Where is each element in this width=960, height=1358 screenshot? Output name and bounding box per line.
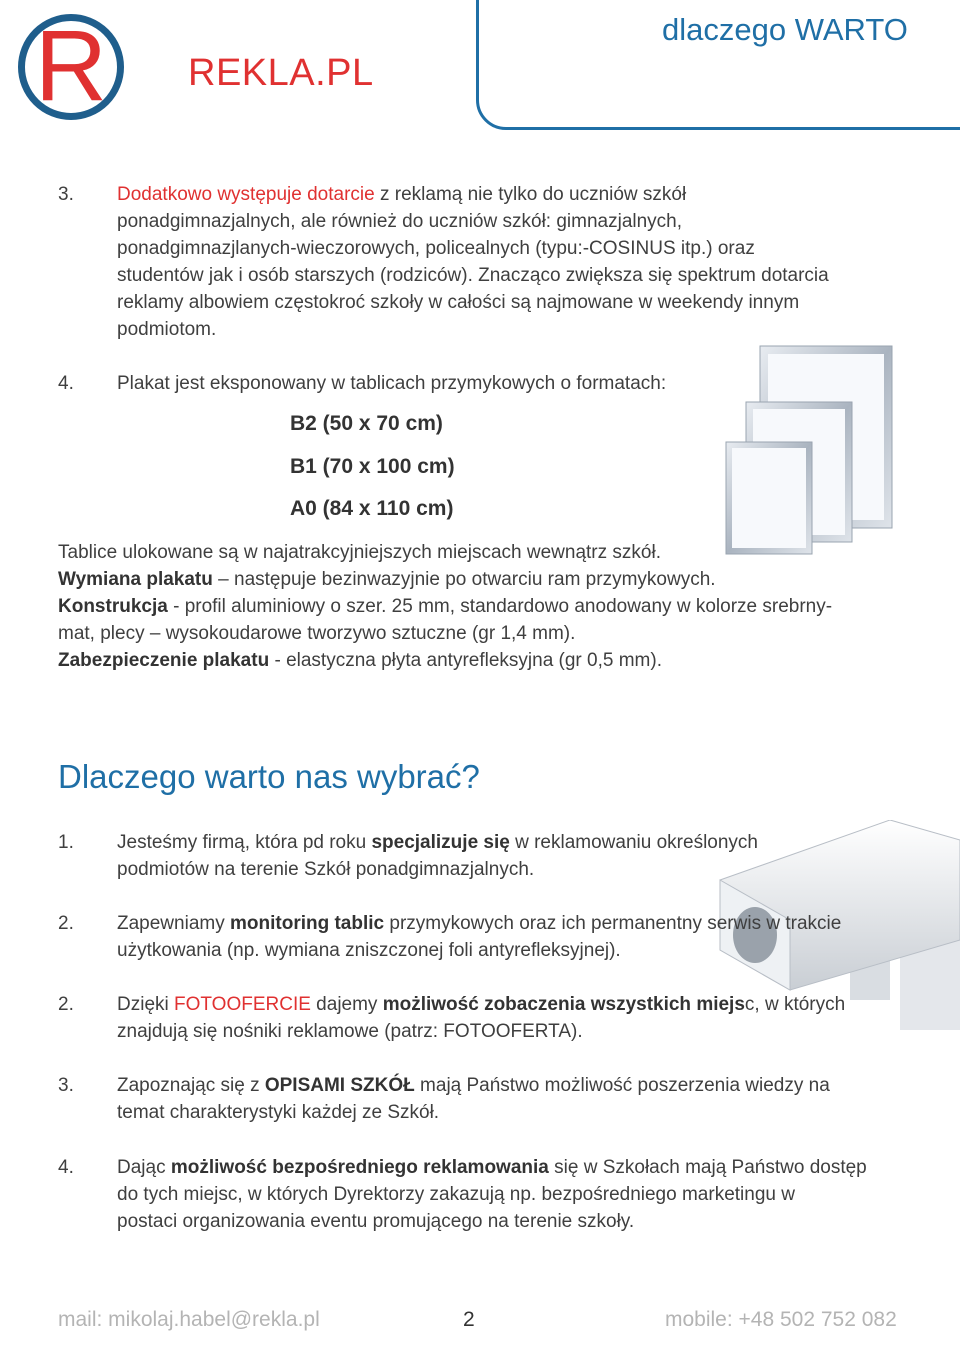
item-3-line-4: studentów jak i osób starszych (rodziców). Znacząco zwiększa się spektrum dotarcia — [117, 265, 829, 286]
reason-3-text-a: Dzięki — [117, 994, 175, 1015]
reason-5-bold: możliwość bezpośredniego reklamowania — [170, 1157, 549, 1178]
reason-1-text-c: w reklamowaniu określonych — [509, 832, 758, 853]
reason-1-line-2: podmiotów na terenie Szkół ponadgimnazjalnych. — [117, 859, 535, 880]
reason-4-text-c: mają Państwo możliwość poszerzenia wiedzy na — [414, 1075, 830, 1096]
reason-1-number: 1. — [58, 832, 74, 853]
details-line-2 — [58, 566, 716, 593]
page-number: 2 — [463, 1308, 475, 1331]
item-3-line-5: reklamy albowiem częstokroć szkoły w całości są najmowane w weekendy innym — [117, 292, 800, 313]
footer-mobile: mobile: +48 502 752 082 — [665, 1308, 897, 1331]
reason-3-text-c: c, w których — [744, 994, 846, 1015]
size-b2: B2 (50 x 70 cm) — [290, 412, 443, 435]
brand-name: REKLA.PL — [188, 52, 374, 94]
details-line-5 — [58, 647, 662, 674]
size-b1: B1 (70 x 100 cm) — [290, 455, 455, 478]
reason-4-number: 3. — [58, 1075, 74, 1096]
reason-4-line-2: temat charakterystyki każdej ze Szkół. — [117, 1102, 440, 1123]
logo-letter: R — [34, 10, 108, 122]
reason-4-text-a: Zapoznając się z — [117, 1075, 265, 1096]
reason-2-line-1 — [117, 910, 897, 937]
footer-mail: mail: mikolaj.habel@rekla.pl — [58, 1308, 320, 1331]
reason-5-line-3: postaci organizowania eventu promującego na terenie szkoły. — [117, 1211, 635, 1232]
item-3-line-1 — [117, 181, 897, 208]
details-replacement-text: – następuje bezinwazyjnie po otwarciu ram przymykowych. — [212, 569, 716, 590]
reason-3-text-a2: dajemy — [310, 994, 383, 1015]
details-protection-label: Zabezpieczenie plakatu — [58, 650, 270, 671]
reason-3-line-1 — [117, 991, 897, 1018]
reason-4-line-1 — [117, 1072, 897, 1099]
item-3-line-2: ponadgimnazjalnych, ale również do uczniów szkół: gimnazjalnych, — [117, 211, 683, 232]
reason-4-bold: OPISAMI SZKÓŁ — [264, 1075, 415, 1096]
details-construction-label: Konstrukcja — [58, 596, 168, 617]
reason-3-line-2: znajdują się nośniki reklamowe (patrz: FOTOOFERTA). — [117, 1021, 583, 1042]
item-3-number: 3. — [58, 184, 74, 205]
reason-1-bold: specjalizuje się — [371, 832, 510, 853]
reason-1-text-a: Jesteśmy firmą, która pd roku — [117, 832, 372, 853]
details-construction-text: - profil aluminiowy o szer. 25 mm, standardowo anodowany w kolorze srebrny- — [167, 596, 833, 617]
poster-frames-image — [720, 340, 900, 560]
details-line-3 — [58, 593, 832, 620]
details-protection-text: - elastyczna płyta antyrefleksyjna (gr 0,5 mm). — [269, 650, 662, 671]
item-4-text: Plakat jest eksponowany w tablicach przymykowych o formatach: — [117, 373, 667, 394]
reason-1-line-1 — [117, 829, 897, 856]
reason-5-number: 4. — [58, 1157, 74, 1178]
reason-2-text-a: Zapewniamy — [117, 913, 230, 934]
item-3-line-3: ponadgimnazjlanych-wieczorowych, policealnych (typu:-COSINUS itp.) oraz — [117, 238, 755, 259]
logo — [18, 10, 124, 122]
page-title: dlaczego WARTO — [662, 12, 908, 47]
reason-2-bold: monitoring tablic — [230, 913, 385, 934]
reason-5-line-1 — [117, 1154, 897, 1181]
reason-3-bold: możliwość zobaczenia wszystkich miejs — [382, 994, 745, 1015]
details-line-4: mat, plecy – wysokoudarowe tworzywo sztuczne (gr 1,4 mm). — [58, 623, 576, 644]
item-3-lead: Dodatkowo występuje dotarcie — [117, 184, 375, 205]
reason-5-line-2: do tych miejsc, w których Dyrektorzy zakazują np. bezpośredniego marketingu w — [117, 1184, 795, 1205]
reason-2-number: 2. — [58, 913, 74, 934]
item-3-line-1-rest: z reklamą nie tylko do uczniów szkół — [374, 184, 687, 205]
item-3-line-6: podmiotom. — [117, 319, 217, 340]
reason-3-number: 2. — [58, 994, 74, 1015]
item-4-number: 4. — [58, 373, 74, 394]
details-replacement-label: Wymiana plakatu — [58, 569, 213, 590]
reason-2-line-2: użytkowania (np. wymiana zniszczonej foli antyrefleksyjnej). — [117, 940, 621, 961]
size-a0: A0 (84 x 110 cm) — [290, 497, 454, 520]
reason-2-text-c: przymykowych oraz ich permanentny serwis w trakcie — [384, 913, 842, 934]
reason-5-text-c: się w Szkołach mają Państwo dostęp — [548, 1157, 867, 1178]
reason-3-red: FOTOOFERCIE — [174, 994, 311, 1015]
details-line-1: Tablice ulokowane są w najatrakcyjniejszych miejscach wewnątrz szkół. — [58, 542, 661, 563]
reason-5-text-a: Dając — [117, 1157, 171, 1178]
section-heading: Dlaczego warto nas wybrać? — [58, 758, 480, 795]
